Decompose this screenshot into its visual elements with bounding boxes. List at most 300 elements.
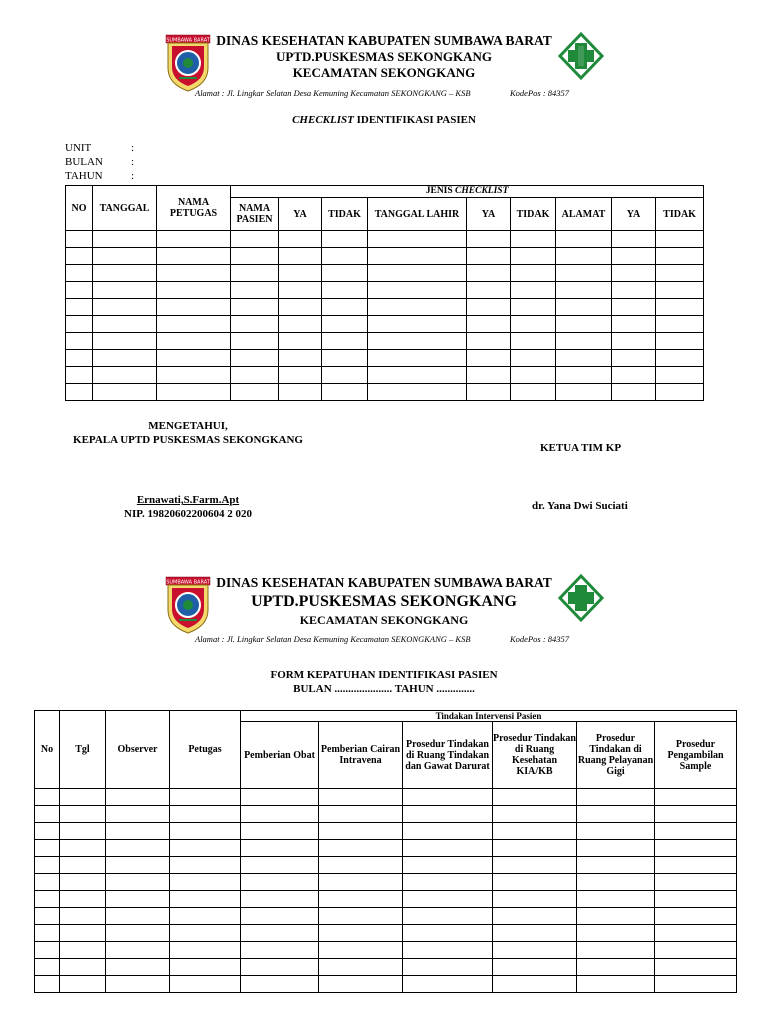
checklist-table-cell[interactable] [66,384,93,401]
form1-title [0,114,768,126]
kepatuhan-table-cell[interactable] [655,942,737,959]
kepatuhan-table-cell[interactable] [577,891,655,908]
header2-address: Alamat : Jl. Lingkar Selatan Desa Kemuning Kecamatan SEKONGKANG – KSB [195,634,471,644]
kepatuhan-table [34,710,737,993]
checklist-table-cell[interactable] [93,231,157,248]
checklist-table-cell[interactable] [612,299,656,316]
checklist-table-cell[interactable] [511,316,556,333]
kepatuhan-table-cell[interactable] [60,789,106,806]
kepatuhan-table-cell[interactable] [319,874,403,891]
kepatuhan-table-cell[interactable] [577,925,655,942]
checklist-table-cell[interactable] [656,248,704,265]
checklist-table-row [66,316,704,333]
kepatuhan-table-cell[interactable] [60,908,106,925]
checklist-table-cell[interactable] [231,367,279,384]
checklist-table-row [66,248,704,265]
header2-puskesmas: UPTD.PUSKESMAS SEKONGKANG [251,593,517,610]
checklist-table-cell[interactable] [368,333,467,350]
kepatuhan-table-cell[interactable] [493,874,577,891]
kepatuhan-table-row [35,942,737,959]
kepatuhan-table-cell[interactable] [170,959,241,976]
checklist-table-cell[interactable] [511,231,556,248]
kepatuhan-table-cell[interactable] [35,959,60,976]
kepatuhan-table-cell[interactable] [403,925,493,942]
checklist-table-cell[interactable] [612,231,656,248]
kepatuhan-table-cell[interactable] [35,908,60,925]
kepatuhan-table-cell[interactable] [106,823,170,840]
checklist-table-cell[interactable] [66,248,93,265]
checklist-table-cell[interactable] [66,350,93,367]
checklist-table-cell[interactable] [231,333,279,350]
checklist-table-cell[interactable] [231,265,279,282]
checklist-table-cell[interactable] [93,299,157,316]
kepatuhan-table-cell[interactable] [35,942,60,959]
kepatuhan-table-cell[interactable] [577,874,655,891]
subcol2-pemberian-obat: Pemberian Obat [241,722,319,789]
col2-petugas: Petugas [170,711,241,789]
kepatuhan-table-cell[interactable] [319,823,403,840]
checklist-table-cell[interactable] [157,299,231,316]
kepatuhan-table-row [35,908,737,925]
kepatuhan-table-row [35,891,737,908]
col2-tgl: Tgl [60,711,106,789]
checklist-table-cell[interactable] [612,282,656,299]
kepatuhan-table-cell[interactable] [655,789,737,806]
form2-title: FORM KEPATUHAN IDENTIFIKASI PASIEN [270,669,498,681]
kepatuhan-table-cell[interactable] [106,874,170,891]
kepatuhan-table-cell[interactable] [655,823,737,840]
form1-title-italic: CHECKLIST [292,114,354,126]
checklist-table-cell[interactable] [322,282,368,299]
checklist-table-cell[interactable] [157,384,231,401]
kepatuhan-table-cell[interactable] [403,942,493,959]
kepatuhan-table-cell[interactable] [493,959,577,976]
kepatuhan-table-cell[interactable] [60,823,106,840]
checklist-table-cell[interactable] [66,265,93,282]
checklist-table-cell[interactable] [279,316,322,333]
kepatuhan-table-row [35,789,737,806]
checklist-table-cell[interactable] [279,299,322,316]
kepatuhan-table-cell[interactable] [60,840,106,857]
checklist-table-cell[interactable] [157,282,231,299]
kepatuhan-table-cell[interactable] [241,857,319,874]
checklist-table-cell[interactable] [511,299,556,316]
checklist-table-cell[interactable] [612,248,656,265]
checklist-table-cell[interactable] [656,384,704,401]
kepatuhan-table-cell[interactable] [35,976,60,993]
checklist-table-cell[interactable] [157,316,231,333]
kepatuhan-table-cell[interactable] [655,925,737,942]
checklist-table-cell[interactable] [66,231,93,248]
checklist-table-cell[interactable] [66,367,93,384]
kepatuhan-table-cell[interactable] [170,908,241,925]
kepatuhan-table-cell[interactable] [35,874,60,891]
kepatuhan-table-cell[interactable] [319,857,403,874]
checklist-table [65,185,704,401]
checklist-table-cell[interactable] [556,367,612,384]
kepatuhan-table-cell[interactable] [403,806,493,823]
checklist-table-cell[interactable] [467,248,511,265]
kepatuhan-table-cell[interactable] [241,840,319,857]
checklist-table-cell[interactable] [556,350,612,367]
kepatuhan-table-cell[interactable] [577,959,655,976]
kepatuhan-table-cell[interactable] [655,908,737,925]
checklist-table-cell[interactable] [556,333,612,350]
kepatuhan-table-cell[interactable] [241,959,319,976]
checklist-table-cell[interactable] [556,265,612,282]
col-group-jenis-checklist: JENIS CHECKLIST [231,186,704,198]
checklist-table-cell[interactable] [231,350,279,367]
checklist-table-cell[interactable] [93,367,157,384]
kepatuhan-table-cell[interactable] [35,823,60,840]
kepatuhan-table-cell[interactable] [35,840,60,857]
checklist-table-cell[interactable] [322,367,368,384]
kepatuhan-table-cell[interactable] [403,891,493,908]
checklist-table-cell[interactable] [612,316,656,333]
checklist-table-cell[interactable] [157,333,231,350]
checklist-table-cell[interactable] [93,248,157,265]
kepatuhan-table-cell[interactable] [403,959,493,976]
kepatuhan-table-cell[interactable] [403,789,493,806]
kepatuhan-table-cell[interactable] [241,806,319,823]
checklist-table-cell[interactable] [368,350,467,367]
checklist-table-cell[interactable] [93,384,157,401]
checklist-table-cell[interactable] [368,282,467,299]
kepatuhan-table-cell[interactable] [241,891,319,908]
kepatuhan-table-cell[interactable] [106,908,170,925]
subcol2-kia-kb: Prosedur Tindakan di Ruang Kesehatan KIA/KB [493,722,577,789]
kepatuhan-table-cell[interactable] [106,891,170,908]
kepatuhan-table-cell[interactable] [170,874,241,891]
checklist-table-cell[interactable] [612,350,656,367]
kepatuhan-table-cell[interactable] [577,908,655,925]
checklist-table-cell[interactable] [467,231,511,248]
kepatuhan-table-cell[interactable] [170,942,241,959]
kepatuhan-table-cell[interactable] [170,857,241,874]
checklist-table-cell[interactable] [322,248,368,265]
subcol2-pengambilan-sample: Prosedur Pengambilan Sample [655,722,737,789]
checklist-table-cell[interactable] [511,384,556,401]
checklist-table-cell[interactable] [279,231,322,248]
kepatuhan-table-cell[interactable] [170,789,241,806]
checklist-table-cell[interactable] [368,367,467,384]
kepatuhan-table-cell[interactable] [170,823,241,840]
col-nama-petugas: NAMA PETUGAS [157,186,231,231]
header-puskesmas: UPTD.PUSKESMAS SEKONGKANG [276,49,492,64]
kepatuhan-table-cell[interactable] [655,840,737,857]
checklist-table-cell[interactable] [467,265,511,282]
kepatuhan-table-cell[interactable] [60,874,106,891]
checklist-table-cell[interactable] [467,333,511,350]
kepatuhan-table-cell[interactable] [170,806,241,823]
subcol2-pelayanan-gigi: Prosedur Tindakan di Ruang Pelayanan Gigi [577,722,655,789]
subcol-alamat: ALAMAT [556,198,612,231]
kepatuhan-table-row [35,857,737,874]
kepatuhan-table-cell[interactable] [319,840,403,857]
checklist-table-cell[interactable] [93,333,157,350]
kepatuhan-table-cell[interactable] [493,925,577,942]
kepatuhan-table-cell[interactable] [35,891,60,908]
checklist-table-cell[interactable] [231,231,279,248]
checklist-table-cell[interactable] [322,316,368,333]
checklist-table-cell[interactable] [656,299,704,316]
sign-right-name: dr. Yana Dwi Suciati [532,500,628,512]
checklist-table-cell[interactable] [368,316,467,333]
checklist-table-cell[interactable] [231,282,279,299]
kepatuhan-table-cell[interactable] [493,908,577,925]
checklist-table-cell[interactable] [66,299,93,316]
subcol-tidak-2: TIDAK [511,198,556,231]
checklist-table-cell[interactable] [556,231,612,248]
checklist-table-cell[interactable] [556,384,612,401]
kepatuhan-table-cell[interactable] [577,857,655,874]
checklist-table-cell[interactable] [656,231,704,248]
checklist-table-cell[interactable] [368,248,467,265]
kepatuhan-table-cell[interactable] [106,942,170,959]
kepatuhan-table-cell[interactable] [493,942,577,959]
checklist-table-cell[interactable] [556,299,612,316]
kepatuhan-table-cell[interactable] [319,976,403,993]
kepatuhan-table-cell[interactable] [170,891,241,908]
kepatuhan-table-cell[interactable] [60,806,106,823]
checklist-table-cell[interactable] [556,248,612,265]
checklist-table-cell[interactable] [467,350,511,367]
checklist-table-cell[interactable] [93,350,157,367]
kepatuhan-table-cell[interactable] [577,976,655,993]
kepatuhan-table-cell[interactable] [403,840,493,857]
kepatuhan-table-cell[interactable] [319,959,403,976]
kepatuhan-table-cell[interactable] [241,823,319,840]
checklist-table-cell[interactable] [656,367,704,384]
checklist-table-cell[interactable] [368,384,467,401]
kepatuhan-table-cell[interactable] [60,857,106,874]
checklist-table-cell[interactable] [66,333,93,350]
checklist-table-cell[interactable] [322,299,368,316]
checklist-table-cell[interactable] [322,265,368,282]
kepatuhan-table-cell[interactable] [106,789,170,806]
kepatuhan-table-cell[interactable] [319,925,403,942]
subcol2-cairan-intravena: Pemberian Cairan Intravena [319,722,403,789]
col2-no: No [35,711,60,789]
kepatuhan-table-cell[interactable] [170,925,241,942]
checklist-table-cell[interactable] [66,282,93,299]
checklist-table-cell[interactable] [556,316,612,333]
checklist-table-cell[interactable] [157,367,231,384]
checklist-table-cell[interactable] [322,231,368,248]
checklist-table-cell[interactable] [157,248,231,265]
checklist-table-cell[interactable] [231,299,279,316]
checklist-table-cell[interactable] [279,265,322,282]
kepatuhan-table-cell[interactable] [35,789,60,806]
checklist-table-cell[interactable] [467,384,511,401]
kepatuhan-table-row [35,925,737,942]
checklist-table-cell[interactable] [511,248,556,265]
subcol-nama-pasien: NAMA PASIEN [231,198,279,231]
checklist-table-cell[interactable] [511,367,556,384]
kepatuhan-table-cell[interactable] [577,942,655,959]
kepatuhan-table-cell[interactable] [493,840,577,857]
kepatuhan-table-cell[interactable] [170,840,241,857]
checklist-table-cell[interactable] [612,265,656,282]
checklist-table-cell[interactable] [157,350,231,367]
checklist-table-cell[interactable] [322,384,368,401]
subcol-tidak-1: TIDAK [322,198,368,231]
checklist-table-cell[interactable] [322,350,368,367]
checklist-table-cell[interactable] [612,384,656,401]
kepatuhan-table-cell[interactable] [403,908,493,925]
checklist-table-cell[interactable] [368,265,467,282]
checklist-table-cell[interactable] [656,316,704,333]
col-tanggal: TANGGAL [93,186,157,231]
kepatuhan-table-cell[interactable] [106,857,170,874]
header-address: Alamat : Jl. Lingkar Selatan Desa Kemuning Kecamatan SEKONGKANG – KSB [195,88,471,98]
sign-kepala: KEPALA UPTD PUSKESMAS SEKONGKANG [73,434,303,446]
kepatuhan-table-row [35,874,737,891]
kepatuhan-table-cell[interactable] [655,874,737,891]
kepatuhan-table-cell[interactable] [241,942,319,959]
kepatuhan-table-cell[interactable] [577,840,655,857]
kepatuhan-table-cell[interactable] [106,925,170,942]
header-postal: KodePos : 84357 [510,88,570,98]
kepatuhan-table-cell[interactable] [170,976,241,993]
kepatuhan-table-cell[interactable] [493,891,577,908]
kepatuhan-table-cell[interactable] [241,925,319,942]
kepatuhan-table-cell[interactable] [60,891,106,908]
kepatuhan-table-cell[interactable] [655,976,737,993]
checklist-table-cell[interactable] [279,384,322,401]
checklist-table-cell[interactable] [279,367,322,384]
checklist-table-row [66,384,704,401]
checklist-table-cell[interactable] [612,367,656,384]
kepatuhan-table-cell[interactable] [493,976,577,993]
kepatuhan-table-cell[interactable] [655,806,737,823]
kepatuhan-table-cell[interactable] [403,823,493,840]
kepatuhan-table-cell[interactable] [655,959,737,976]
kepatuhan-table-cell[interactable] [493,806,577,823]
kepatuhan-table-row [35,976,737,993]
form2-subtitle: BULAN ..................... TAHUN .............. [293,683,475,695]
checklist-table-cell[interactable] [656,333,704,350]
checklist-table-row [66,299,704,316]
kepatuhan-table-cell[interactable] [655,891,737,908]
checklist-table-cell[interactable] [467,316,511,333]
checklist-table-row [66,282,704,299]
checklist-table-cell[interactable] [467,282,511,299]
kepatuhan-table-cell[interactable] [60,976,106,993]
checklist-table-row [66,367,704,384]
kepatuhan-table-row [35,823,737,840]
checklist-table-row [66,265,704,282]
checklist-table-cell[interactable] [656,350,704,367]
checklist-table-cell[interactable] [279,248,322,265]
kepatuhan-table-cell[interactable] [493,857,577,874]
checklist-table-cell[interactable] [656,282,704,299]
subcol-ya-3: YA [612,198,656,231]
checklist-table-cell[interactable] [368,299,467,316]
checklist-table-cell[interactable] [467,367,511,384]
kepatuhan-table-cell[interactable] [493,789,577,806]
kepatuhan-table-cell[interactable] [319,908,403,925]
kepatuhan-table-cell[interactable] [35,806,60,823]
checklist-table-cell[interactable] [467,299,511,316]
kepatuhan-table-cell[interactable] [35,925,60,942]
kepatuhan-table-cell[interactable] [493,823,577,840]
kepatuhan-table-cell[interactable] [655,857,737,874]
checklist-table-cell[interactable] [612,333,656,350]
col2-group-tindakan: Tindakan Intervensi Pasien [241,711,737,722]
kepatuhan-table-row [35,840,737,857]
checklist-table-cell[interactable] [66,316,93,333]
checklist-table-cell[interactable] [511,350,556,367]
checklist-table-cell[interactable] [279,282,322,299]
header2-postal: KodePos : 84357 [510,634,570,644]
kepatuhan-table-row [35,959,737,976]
kepatuhan-table-cell[interactable] [319,891,403,908]
checklist-table-cell[interactable] [368,231,467,248]
header-kecamatan: KECAMATAN SEKONGKANG [292,65,476,80]
kepatuhan-table-cell[interactable] [106,806,170,823]
checklist-table-cell[interactable] [322,333,368,350]
header2-agency: DINAS KESEHATAN KABUPATEN SUMBAWA BARAT [216,575,552,590]
checklist-table-cell[interactable] [279,333,322,350]
kepatuhan-table-cell[interactable] [241,976,319,993]
checklist-table-cell[interactable] [511,265,556,282]
col-no: NO [66,186,93,231]
kepatuhan-table-cell[interactable] [319,942,403,959]
kepatuhan-table-cell[interactable] [35,857,60,874]
checklist-table-cell[interactable] [231,384,279,401]
checklist-table-cell[interactable] [93,282,157,299]
subcol-ya-2: YA [467,198,511,231]
sign-mengetahui: MENGETAHUI, [148,420,228,432]
kepatuhan-table-cell[interactable] [577,789,655,806]
checklist-table-cell[interactable] [231,316,279,333]
subcol-tanggal-lahir: TANGGAL LAHIR [368,198,467,231]
kepatuhan-table-cell[interactable] [577,823,655,840]
kepatuhan-table-cell[interactable] [403,874,493,891]
checklist-table-cell[interactable] [279,350,322,367]
header-agency: DINAS KESEHATAN KABUPATEN SUMBAWA BARAT [216,33,552,48]
checklist-table-row [66,350,704,367]
kepatuhan-table-cell[interactable] [403,976,493,993]
checklist-table-cell[interactable] [656,265,704,282]
checklist-table-cell[interactable] [231,248,279,265]
checklist-table-cell[interactable] [157,231,231,248]
kepatuhan-table-cell[interactable] [60,925,106,942]
meta-bulan: BULAN : [65,156,135,168]
kepatuhan-table-cell[interactable] [403,857,493,874]
kepatuhan-table-cell[interactable] [60,959,106,976]
kepatuhan-table-cell[interactable] [106,959,170,976]
checklist-table-cell[interactable] [511,333,556,350]
kepatuhan-table-cell[interactable] [319,789,403,806]
checklist-table-cell[interactable] [511,282,556,299]
kepatuhan-table-cell[interactable] [319,806,403,823]
kepatuhan-table-cell[interactable] [106,976,170,993]
kepatuhan-table-cell[interactable] [241,874,319,891]
kepatuhan-table-cell[interactable] [60,942,106,959]
kepatuhan-table-cell[interactable] [577,806,655,823]
checklist-table-cell[interactable] [556,282,612,299]
subcol-ya-1: YA [279,198,322,231]
checklist-table-row [66,231,704,248]
checklist-table-cell[interactable] [93,316,157,333]
checklist-table-cell[interactable] [157,265,231,282]
kepatuhan-table-cell[interactable] [241,908,319,925]
kepatuhan-table-cell[interactable] [106,840,170,857]
checklist-table-cell[interactable] [93,265,157,282]
kepatuhan-table-cell[interactable] [241,789,319,806]
